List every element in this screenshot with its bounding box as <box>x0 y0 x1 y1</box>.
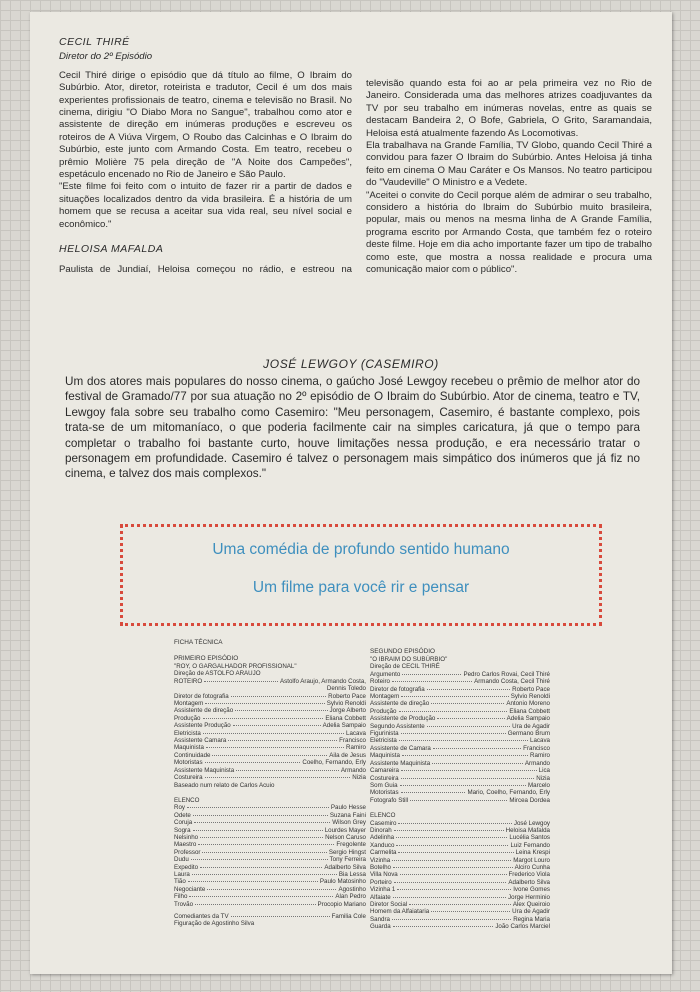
leader-dots <box>394 830 504 831</box>
credit-role: Diretor Social <box>370 901 408 908</box>
ep1-roteiro-row <box>174 678 366 685</box>
leader-dots <box>398 823 511 824</box>
credit-role: Porteiro <box>370 878 392 886</box>
leader-dots <box>207 889 336 890</box>
booklet-page <box>30 12 672 974</box>
leader-dots <box>400 785 526 786</box>
tagline-1: Uma comédia de profundo sentido humano <box>212 541 510 558</box>
leader-dots <box>189 896 333 897</box>
leader-dots <box>394 882 507 883</box>
credit-row <box>174 715 366 722</box>
ep2-director: Direção de CECIL THIRÉ <box>370 663 440 671</box>
credit-person: Familia Cole <box>331 913 366 920</box>
credit-person: Eliana Cobbett <box>325 714 366 722</box>
credit-row <box>370 671 550 678</box>
credit-row <box>174 878 366 885</box>
credit-row <box>370 842 550 849</box>
leader-dots <box>188 881 318 882</box>
leader-dots <box>200 837 323 838</box>
credit-role: Montagem <box>370 693 400 701</box>
leader-dots <box>437 718 504 719</box>
credit-row <box>370 760 550 767</box>
credit-role: Guarda <box>370 923 391 931</box>
credit-role: Costureira <box>174 774 203 782</box>
credit-row <box>174 730 366 737</box>
credit-person: Armando <box>524 759 550 767</box>
leader-dots <box>233 725 321 726</box>
credit-row <box>370 834 550 841</box>
credit-role: Filho <box>174 893 188 901</box>
credit-row <box>370 723 550 730</box>
leader-dots <box>401 792 466 793</box>
credit-role: Expedito <box>174 863 199 871</box>
leader-dots <box>410 800 507 801</box>
credit-row <box>370 849 550 856</box>
ep1-elenco-label: ELENCO <box>174 796 200 804</box>
leader-dots <box>187 807 329 808</box>
lewgoy-text: Um dos atores mais populares do nosso cinema, o gaúcho José Lewgoy recebeu o prêmio de melhor ator do festival de Gramado/77 por sua atuação no 2º episódio de O Ibraim do Subúrbio. Ator de cinema, teatro e TV, Lewgoy fala sobre seu trabalho como Casemiro: "Meu personagem, Casemiro, é bastante complexo, pois trata-se de um mitomaníaco, o que poderia facilmente cair na simples caricatura, já que o tempo para completar o trabalho foi bastante curto, houve limitações nessa produção, e era necessário tratar o personagem em profundidade. Casemiro é talvez o personagem mais simpático dos inúmeros que já fiz no cinema, e talvez dos mais complexos." <box>65 375 640 481</box>
credit-role: Laura <box>174 870 190 878</box>
credits-episode-2 <box>370 648 550 931</box>
credit-row <box>370 871 550 878</box>
credit-row <box>370 686 550 693</box>
credit-person: Alex Queiroio <box>512 901 550 908</box>
leader-dots <box>393 897 506 898</box>
heloisa-quote: "Aceitei o convite do Cecil porque além de admirar o seu trabalho, considero a história do Ibraim do Subúrbio muito brasileira, popular, mais ou menos na mesma linha de A Grande Família, programa escrito por Armando Costa, que também fez o roteiro deste filme. Hoje em dia acho importante fazer um tipo de trabalho como este, que mostra a nossa realidade e procura uma comunicação maior com o público". <box>366 189 652 276</box>
left-column <box>59 36 352 276</box>
credit-person: Sylvio Renoldi <box>326 700 366 708</box>
leader-dots <box>431 911 510 912</box>
leader-dots <box>200 867 322 868</box>
leader-dots <box>396 837 507 838</box>
leader-dots <box>193 815 328 816</box>
lewgoy-title: JOSÉ LEWGOY (CASEMIRO) <box>263 357 439 371</box>
leader-dots <box>192 874 337 875</box>
heloisa-bio-1-cont <box>366 78 652 140</box>
credit-role: Som Guia <box>370 781 398 789</box>
leader-dots <box>399 740 528 741</box>
credit-row <box>370 908 550 915</box>
credit-row <box>174 913 366 920</box>
leader-dots <box>205 762 301 763</box>
leader-dots <box>231 696 326 697</box>
leader-dots <box>203 718 324 719</box>
credit-role: Coruja <box>174 819 193 827</box>
credit-role: Carmelita <box>370 849 397 857</box>
credit-row <box>174 864 366 871</box>
leader-dots <box>212 755 327 756</box>
heloisa-bio-1-overflow: televisão quando esta foi ao ar pela primeira vez no Rio de Janeiro. Considerada uma das melhores atrizes coadjuvantes da TV por seu trabalho em inúmeras novelas, entre as quais se destacam Bandeira 2, O Bofe, Gabriela, O Grito, Saramandaia, Heloisa está atualmente fazendo As Locomotivas. <box>366 78 652 139</box>
ep2-subtitle: "O IBRAIM DO SUBÚRBIO" <box>370 656 448 663</box>
credit-person: Mario, Coelho, Fernando, Erly <box>467 789 550 797</box>
leader-dots <box>398 852 513 853</box>
credit-person: José Lewgoy <box>513 819 550 827</box>
credit-role: ROTEIRO <box>174 677 203 685</box>
cecil-quote: "Este filme foi feito com o intuito de fazer rir a partir de dados e situações localizados dentro da vida brasileira. É a história de um homem que se recusa a aceitar sua vida real, seu nível social e econômico." <box>59 181 352 230</box>
credit-person: Roberto Pace <box>512 685 550 693</box>
cecil-role: Diretor do 2º Episódio <box>59 51 153 63</box>
credit-person: Nelson Caruso <box>325 833 366 841</box>
credit-person: Alciro Cunha <box>514 863 550 871</box>
credit-person: Pedro Carlos Rovai, Cecil Thiré <box>463 670 550 678</box>
credit-role: Motoristas <box>174 759 203 767</box>
credit-row <box>174 693 366 700</box>
leader-dots <box>204 681 278 682</box>
credit-role: Segundo Assistente <box>370 722 425 730</box>
leader-dots <box>392 681 472 682</box>
leader-dots <box>198 844 334 845</box>
credit-row <box>370 879 550 886</box>
ep2-cast-list <box>370 820 550 931</box>
tagline-box <box>120 524 602 626</box>
leader-dots <box>393 926 494 927</box>
credit-role: Assistente Maquinista <box>370 759 431 767</box>
credit-role: Vizinha <box>370 856 391 864</box>
credit-role: Comediantes da TV <box>174 913 229 920</box>
leader-dots <box>433 748 521 749</box>
credit-row <box>370 894 550 901</box>
credit-row <box>370 730 550 737</box>
credit-person: Marcelo <box>527 781 550 789</box>
credit-row <box>370 901 550 908</box>
heloisa-bio-2: Ela trabalhava na Grande Família, TV Globo, quando Cecil Thiré a convidou para fazer O Ibraim do Subúrbio. Antes Heloisa já tinha feito em cinema O Mau Caráter e Os Mansos. No teatro participou do "Vaudeville" O Ministro e a Vedete. <box>366 140 652 189</box>
ficha-title: FICHA TÉCNICA <box>174 639 223 646</box>
credit-person: Regina Maria <box>513 915 550 923</box>
credit-role: Diretor de fotografia <box>174 692 229 700</box>
leader-dots <box>203 733 344 734</box>
leader-dots <box>228 740 337 741</box>
credit-row <box>370 678 550 685</box>
credit-row <box>174 849 366 856</box>
credit-role: Homem da Alfaiataria <box>370 908 430 916</box>
credit-person: Sylvio Renoldi <box>510 693 550 701</box>
credit-role: Figurinista <box>370 730 399 738</box>
credit-role: Dudu <box>174 856 189 864</box>
heloisa-name: HELOISA MAFALDA <box>59 243 164 256</box>
ep1-director: Direção de ASTOLFO ARAUJO <box>174 670 261 678</box>
credit-role: Produção <box>174 714 201 722</box>
leader-dots <box>195 904 315 905</box>
leader-dots <box>205 703 325 704</box>
credit-role: Maquinista <box>370 752 400 760</box>
credit-role: Eletricista <box>370 737 397 745</box>
ep1-subtitle: "ROY, O GARGALHADOR PROFISSIONAL" <box>174 663 297 670</box>
ep1-heading: PRIMEIRO EPISÓDIO <box>174 655 239 662</box>
leader-dots <box>402 674 461 675</box>
credit-role: Professor <box>174 848 201 856</box>
credit-role: Assistente de direção <box>174 707 234 715</box>
leader-dots <box>392 860 511 861</box>
credit-person: Procopio Mariano <box>317 900 366 908</box>
leader-dots <box>396 845 508 846</box>
credit-role: Eletricista <box>174 729 201 737</box>
credit-role: Adelinha <box>370 834 395 842</box>
credit-role: Roteiro <box>370 678 390 686</box>
credit-person: Bia Lessa <box>338 870 366 878</box>
credit-role: Xanduco <box>370 841 395 849</box>
credit-role: Trovão <box>174 900 194 908</box>
credit-role: Sandra <box>370 915 390 923</box>
credit-row <box>370 708 550 715</box>
leader-dots <box>202 852 326 853</box>
credit-row <box>370 693 550 700</box>
credit-row <box>174 834 366 841</box>
credit-row <box>174 893 366 900</box>
credit-person: Jorge Alberto <box>329 707 366 715</box>
credit-person: Ura de Agadir <box>512 722 550 730</box>
ep1-crew-list <box>174 693 366 782</box>
credit-person: Adelia Sampaio <box>322 722 366 730</box>
credit-role: Roy <box>174 804 186 812</box>
leader-dots <box>427 726 510 727</box>
credit-role: Continuidade <box>174 751 211 759</box>
credit-person: Lucélia Santos <box>509 834 550 842</box>
credit-person: Adalberto Silva <box>508 878 550 886</box>
leader-dots <box>191 859 328 860</box>
credit-role: Argumento <box>370 670 401 678</box>
credit-row <box>174 744 366 751</box>
credit-row <box>370 782 550 789</box>
credit-row <box>370 752 550 759</box>
credit-row <box>370 827 550 834</box>
credit-row <box>174 722 366 729</box>
leader-dots <box>235 710 327 711</box>
credit-person: Ramiro <box>346 744 366 752</box>
credit-role: Casemiro <box>370 819 397 827</box>
leader-dots <box>193 830 323 831</box>
credit-row <box>370 886 550 893</box>
credit-person: Ramiro <box>530 752 550 760</box>
credit-person: Astolfo Araujo, Armando Costa, <box>280 677 366 685</box>
ep1-cast-list <box>174 804 366 908</box>
credit-person: Aila de Jesus <box>329 751 366 759</box>
credit-role: Assistente de Camara <box>370 744 431 752</box>
leader-dots <box>401 778 535 779</box>
credit-row <box>174 767 366 774</box>
credits-episode-1 <box>174 639 366 928</box>
credit-person: Nizia <box>352 774 366 782</box>
leader-dots <box>231 916 330 917</box>
credit-person: Sergio Hingst <box>328 848 366 856</box>
credit-row <box>370 745 550 752</box>
leader-dots <box>393 867 513 868</box>
credit-role: Villa Nova <box>370 871 398 879</box>
tagline-2: Um filme para você rir e pensar <box>252 579 470 596</box>
leader-dots <box>427 689 510 690</box>
credit-person: Coelho, Fernando, Erly <box>302 759 366 767</box>
credit-row <box>370 916 550 923</box>
credit-person: Jorge Herminio <box>508 893 550 901</box>
leader-dots <box>194 822 330 823</box>
leader-dots <box>205 777 351 778</box>
leader-dots <box>206 747 344 748</box>
credit-role: Vizinha 1 <box>370 886 396 894</box>
credit-person: Mircea Dordea <box>509 796 550 804</box>
credit-role: Produção <box>370 707 397 715</box>
credit-row <box>174 759 366 766</box>
credit-row <box>174 871 366 878</box>
credit-role: Camareira <box>370 767 399 775</box>
credit-person: Alan Pedro <box>335 893 366 901</box>
credit-row <box>370 789 550 796</box>
leader-dots <box>409 904 511 905</box>
credit-person: Adelia Sampaio <box>506 715 550 723</box>
credit-role: Odete <box>174 811 191 819</box>
credit-person: Francisco <box>523 744 550 752</box>
credit-row <box>174 901 366 908</box>
credit-person: Eliana Cobbett <box>509 707 550 715</box>
credit-person: João Carlos Marciel <box>495 923 550 931</box>
credit-role: Fotografo Still <box>370 796 409 804</box>
credit-person: Nizia <box>536 774 550 782</box>
credit-person: Fregolente <box>336 841 366 849</box>
ep1-roteiro-cont: Dennis Toledo <box>326 685 366 693</box>
leader-dots <box>400 874 507 875</box>
leader-dots <box>392 919 511 920</box>
credit-row <box>174 774 366 781</box>
credit-role: Botelho <box>370 863 391 871</box>
credit-person: Tony Ferreira <box>329 856 366 864</box>
ep1-extra-list <box>174 913 366 920</box>
credit-person: Paulo Hesse <box>330 804 366 812</box>
credit-role: Negociante <box>174 885 206 893</box>
credit-person: Heloisa Mafalda <box>505 826 550 834</box>
credit-person: Lica <box>538 767 550 775</box>
credit-row <box>370 820 550 827</box>
heloisa-bio-1: Paulista de Jundiaí, Heloisa começou no rádio, e estreou na <box>59 263 352 275</box>
credit-row <box>174 700 366 707</box>
credit-role: Montagem <box>174 700 204 708</box>
credit-row <box>174 856 366 863</box>
credit-row <box>174 804 366 811</box>
credit-role: Diretor de fotografia <box>370 685 425 693</box>
credit-row <box>174 812 366 819</box>
credit-row <box>174 886 366 893</box>
credit-person: Francisco <box>339 737 366 745</box>
ep2-heading: SEGUNDO EPISÓDIO <box>370 648 435 655</box>
credit-row <box>370 700 550 707</box>
credit-role: Motoristas <box>370 789 399 797</box>
credit-row <box>370 797 550 804</box>
credit-person: Lacava <box>530 737 550 745</box>
ep2-crew-list <box>370 671 550 804</box>
credit-person: Ura de Agadir <box>512 908 550 916</box>
credit-role: Assistente Produção <box>174 722 231 730</box>
credit-row <box>174 737 366 744</box>
right-column <box>366 78 652 277</box>
credit-role: Maquinista <box>174 744 204 752</box>
credit-person: Margot Louro <box>513 856 550 864</box>
leader-dots <box>397 889 511 890</box>
credit-role: Sogra <box>174 826 191 834</box>
ep2-elenco-label: ELENCO <box>370 812 396 820</box>
credit-role: Tião <box>174 878 186 886</box>
credit-person: Adalberto Silva <box>324 863 366 871</box>
cecil-name: CECIL THIRÉ <box>59 36 130 48</box>
leader-dots <box>401 696 509 697</box>
leader-dots <box>431 703 504 704</box>
credit-person: Antonio Moreno <box>506 700 550 708</box>
credit-row <box>370 737 550 744</box>
credit-row <box>370 775 550 782</box>
credit-person: Armando Costa, Cecil Thiré <box>474 678 550 686</box>
credit-row <box>174 752 366 759</box>
credit-person: Suzana Faini <box>329 811 366 819</box>
credit-person: Germano Brum <box>507 730 550 738</box>
credit-row <box>174 827 366 834</box>
leader-dots <box>399 711 508 712</box>
ep1-extra-note: Figuração de Agostinho Silva <box>174 920 255 928</box>
credit-role: Assistente Maquinista <box>174 766 235 774</box>
credit-row <box>370 864 550 871</box>
credit-role: Assistente de Produção <box>370 715 436 723</box>
credit-role: Maestro <box>174 841 197 849</box>
credit-row <box>174 707 366 714</box>
ep1-note: Baseado num relato de Carlos Acuio <box>174 781 275 789</box>
leader-dots <box>401 770 537 771</box>
credit-role: Nelsinho <box>174 833 199 841</box>
credit-person: Agostinho <box>338 885 366 893</box>
credit-row <box>174 841 366 848</box>
credit-role: Costureira <box>370 774 399 782</box>
cecil-bio: Cecil Thiré dirige o episódio que dá título ao filme, O Ibraim do Subúrbio. Ator, diretor, roteirista e tradutor, Cecil é um dos mais experientes profissionais de teatro, cinema e televisão no Brasil. No cinema, dirigiu "O Diabo Mora no Sangue", trabalhou como ator e assistente de direção em inúmeras produções e escreveu os roteiros de A Viúva Virgem, O Roubo das Calcinhas e O Ibraim do Subúrbio, este junto com Armando Costa. Em teatro, recebeu o prêmio Molière 75 pela direção de "A Noite dos Campeões", espetáculo encenado no Rio de Janeiro e São Paulo. <box>59 69 352 181</box>
leader-dots <box>402 755 528 756</box>
credit-row <box>370 923 550 930</box>
credit-role: Assistente de direção <box>370 700 430 708</box>
credit-person: Ivone Gomes <box>513 886 550 894</box>
credit-person: Lourdes Mayer <box>324 826 366 834</box>
leader-dots <box>432 763 523 764</box>
credit-person: Luiz Fernando <box>510 841 550 849</box>
credit-role: Dinorah <box>370 826 392 834</box>
credit-row <box>370 767 550 774</box>
credit-person: Lacava <box>346 729 366 737</box>
credit-person: Frederico Viola <box>508 871 550 879</box>
credit-person: Roberto Pace <box>328 692 366 700</box>
credit-role: Alfaiate <box>370 893 391 901</box>
leader-dots <box>401 733 506 734</box>
credit-person: Paulo Matosinho <box>319 878 366 886</box>
credit-person: Leina Krespi <box>515 849 550 857</box>
credit-role: Assistente Camara <box>174 737 227 745</box>
lewgoy-section <box>65 374 640 482</box>
leader-dots <box>236 770 339 771</box>
credit-row <box>174 819 366 826</box>
credit-person: Wilson Grey <box>332 819 366 827</box>
credit-person: Armando <box>340 766 366 774</box>
credit-row <box>370 715 550 722</box>
credit-row <box>370 857 550 864</box>
